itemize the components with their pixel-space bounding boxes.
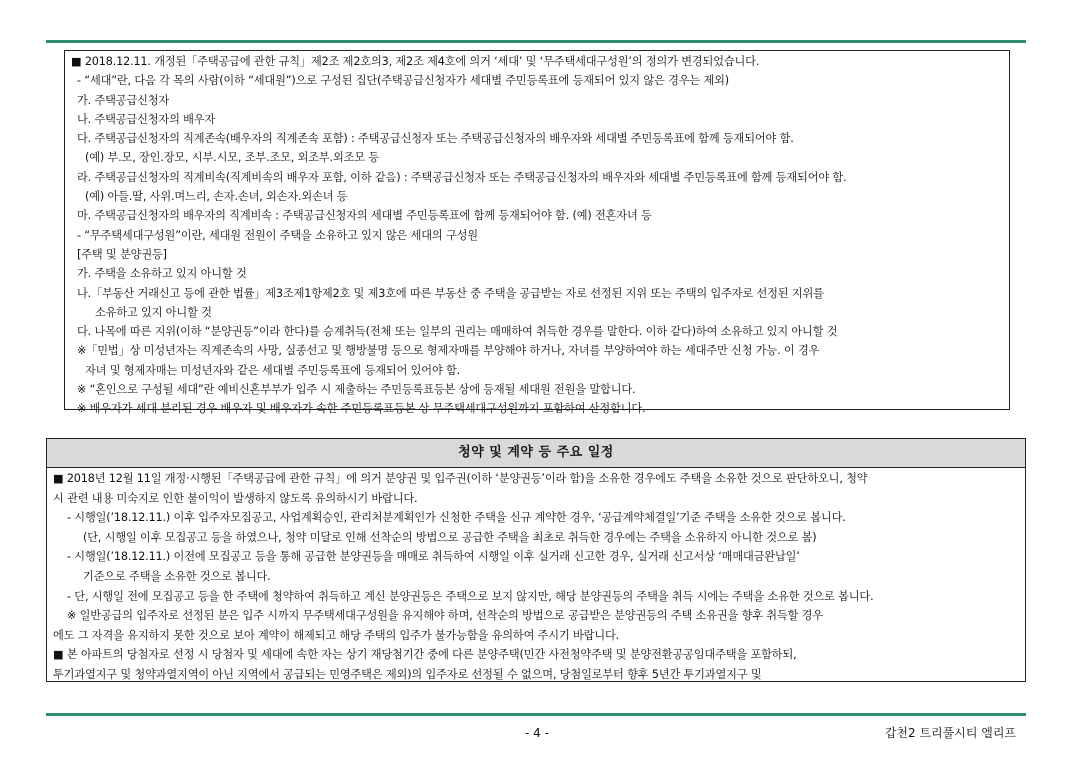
schedule-line: ■ 2018년 12월 11일 개정·시행된「주택공급에 관한 규칙」에 의거 분양권 및 입주권(이하 ‘분양권등’이라 함)을 소유한 경우에도 주택을 소유한 것으로 판단하오니, 청약 [53, 472, 868, 485]
schedule-title: 청약 및 계약 등 주요 일정 [47, 439, 1025, 468]
bottom-divider [46, 713, 1026, 716]
definition-line: 자녀 및 형제자매는 미성년자와 같은 세대별 주민등록표에 등재되어 있어야 함. [85, 363, 461, 377]
schedule-line: ■ 본 아파트의 당첨자로 선정 시 당첨자 및 세대에 속한 자는 상기 재당첨기간 중에 다른 분양주택(민간 사전청약주택 및 분양전환공공임대주택을 포함하되, [53, 648, 797, 662]
schedule-line: 기준으로 주택을 소유한 것으로 봅니다. [83, 569, 271, 583]
schedule-line: 시 관련 내용 미숙지로 인한 불이익이 발생하지 않도록 유의하시기 바랍니다. [53, 491, 418, 505]
schedule-line: 투기과열지구 및 청약과열지역이 아닌 지역에서 공급되는 민영주택은 제외)의 입주자로 선정될 수 없으며, 당첨일로부터 향후 5년간 투기과열지구 및 [53, 667, 762, 681]
definition-line: ※ 배우자가 세대 분리된 경우 배우자 및 배우자가 속한 주민등록표등본 상 무주택세대구성원까지 포함하여 산정합니다. [77, 402, 646, 416]
schedule-line: - 단, 시행일 전에 모집공고 등을 한 주택에 청약하여 취득하고 계신 분양권등은 주택으로 보지 않지만, 해당 분양권등의 주택을 취득 시에는 주택을 소유한 것으로 봅니다. [67, 589, 874, 603]
definition-line: 다. 주택공급신청자의 직계존속(배우자의 직계존속 포함) : 주택공급신청자 또는 주택공급신청자의 배우자와 세대별 주민등록표에 함께 등재되어야 함. [77, 132, 794, 146]
definition-line: 소유하고 있지 아니할 것 [95, 305, 212, 319]
schedule-line: ※ 일반공급의 입주자로 선정된 분은 입주 시까지 무주택세대구성원을 유지해야 하며, 선착순의 방법으로 공급받은 분양권등의 주택 소유권을 향후 취득할 경우 [67, 609, 824, 623]
top-divider [46, 40, 1026, 43]
definition-line: 나. 주택공급신청자의 배우자 [77, 112, 216, 126]
schedule-line: (단, 시행일 이후 모집공고 등을 하였으나, 청약 미달로 인해 선착순의 방법으로 공급한 주택을 최초로 취득한 경우에는 주택을 소유하지 아니한 것으로 봄) [83, 530, 817, 544]
definitions-box [64, 50, 1010, 416]
definition-line: - “세대”란, 다음 각 목의 사람(이하 “세대원”)으로 구성된 집단(주택공급신청자가 세대별 주민등록표에 등재되어 있지 않은 경우는 제외) [77, 74, 730, 88]
definition-line: 가. 주택을 소유하고 있지 아니할 것 [77, 267, 247, 281]
definition-line: 나.「부동산 거래신고 등에 관한 법률」제3조제1항제2호 및 제3호에 따른 부동산 중 주택을 공급받는 자로 선정된 지위 또는 주택의 입주자로 선정된 지위를 [77, 286, 824, 300]
schedule-line: - 시행일(’18.12.11.) 이전에 모집공고 등을 통해 공급한 분양권등을 매매로 취득하여 시행일 이후 실거래 신고한 경우, 실거래 신고서상 ‘매매대금완납일’ [67, 550, 800, 564]
site-name: 갑천2 트리풀시티 엘리프 [884, 726, 1016, 740]
definition-line: 라. 주택공급신청자의 직계비속(직계비속의 배우자 포함, 이하 같음) : 주택공급신청자 또는 주택공급신청자의 배우자와 세대별 주민등록표에 함께 등재되어야 함. [77, 170, 847, 184]
definition-line: ※「민법」상 미성년자는 직계존속의 사망, 실종선고 및 행방불명 등으로 형제자매를 부양해야 하거나, 자녀를 부양하여야 하는 세대주만 신청 가능. 이 경우 [77, 344, 820, 358]
definition-line: (예) 아들.딸, 사위.며느리, 손자.손녀, 외손자.외손녀 등 [85, 190, 348, 204]
definition-line: 가. 주택공급신청자 [77, 93, 170, 107]
schedule-line: 에도 그 자격을 유지하지 못한 것으로 보아 계약이 해제되고 해당 주택의 입주가 불가능함을 유의하여 주시기 바랍니다. [53, 628, 620, 642]
definition-line: ※ “혼인으로 구성될 세대”란 예비신혼부부가 입주 시 제출하는 주민등록표등본 상에 등재될 세대원 전원을 말합니다. [77, 383, 636, 397]
page-number: - 4 - [525, 726, 549, 740]
definition-line: - “무주택세대구성원”이란, 세대원 전원이 주택을 소유하고 있지 않은 세대의 구성원 [77, 228, 478, 242]
definition-line: 다. 나목에 따른 지위(이하 “분양권등”이라 한다)를 승계취득(전체 또는 일부의 권리는 매매하여 취득한 경우를 말한다. 이하 같다)하여 소유하고 있지 아니할 것 [77, 325, 838, 339]
schedule-line: - 시행일(’18.12.11.) 이후 입주자모집공고, 사업계획승인, 관리처분계획인가 신청한 주택을 신규 계약한 경우, ‘공급계약체결일’기준 주택을 소유한 것으로 봅니다. [67, 511, 846, 525]
definition-line: (예) 부.모, 장인.장모, 시부.시모, 조부.조모, 외조부.외조모 등 [85, 151, 379, 165]
definition-line: [주택 및 분양권등] [77, 247, 167, 261]
definition-line: ■ 2018.12.11. 개정된「주택공급에 관한 규칙」제2조 제2호의3, 제2조 제4호에 의거 ‘세대’ 및 ‘무주택세대구성원’의 정의가 변경되었습니다. [71, 55, 760, 68]
definition-line: 마. 주택공급신청자의 배우자의 직계비속 : 주택공급신청자의 세대별 주민등록표에 함께 등재되어야 함. (예) 전혼자녀 등 [77, 209, 652, 223]
schedule-box [46, 438, 1026, 682]
